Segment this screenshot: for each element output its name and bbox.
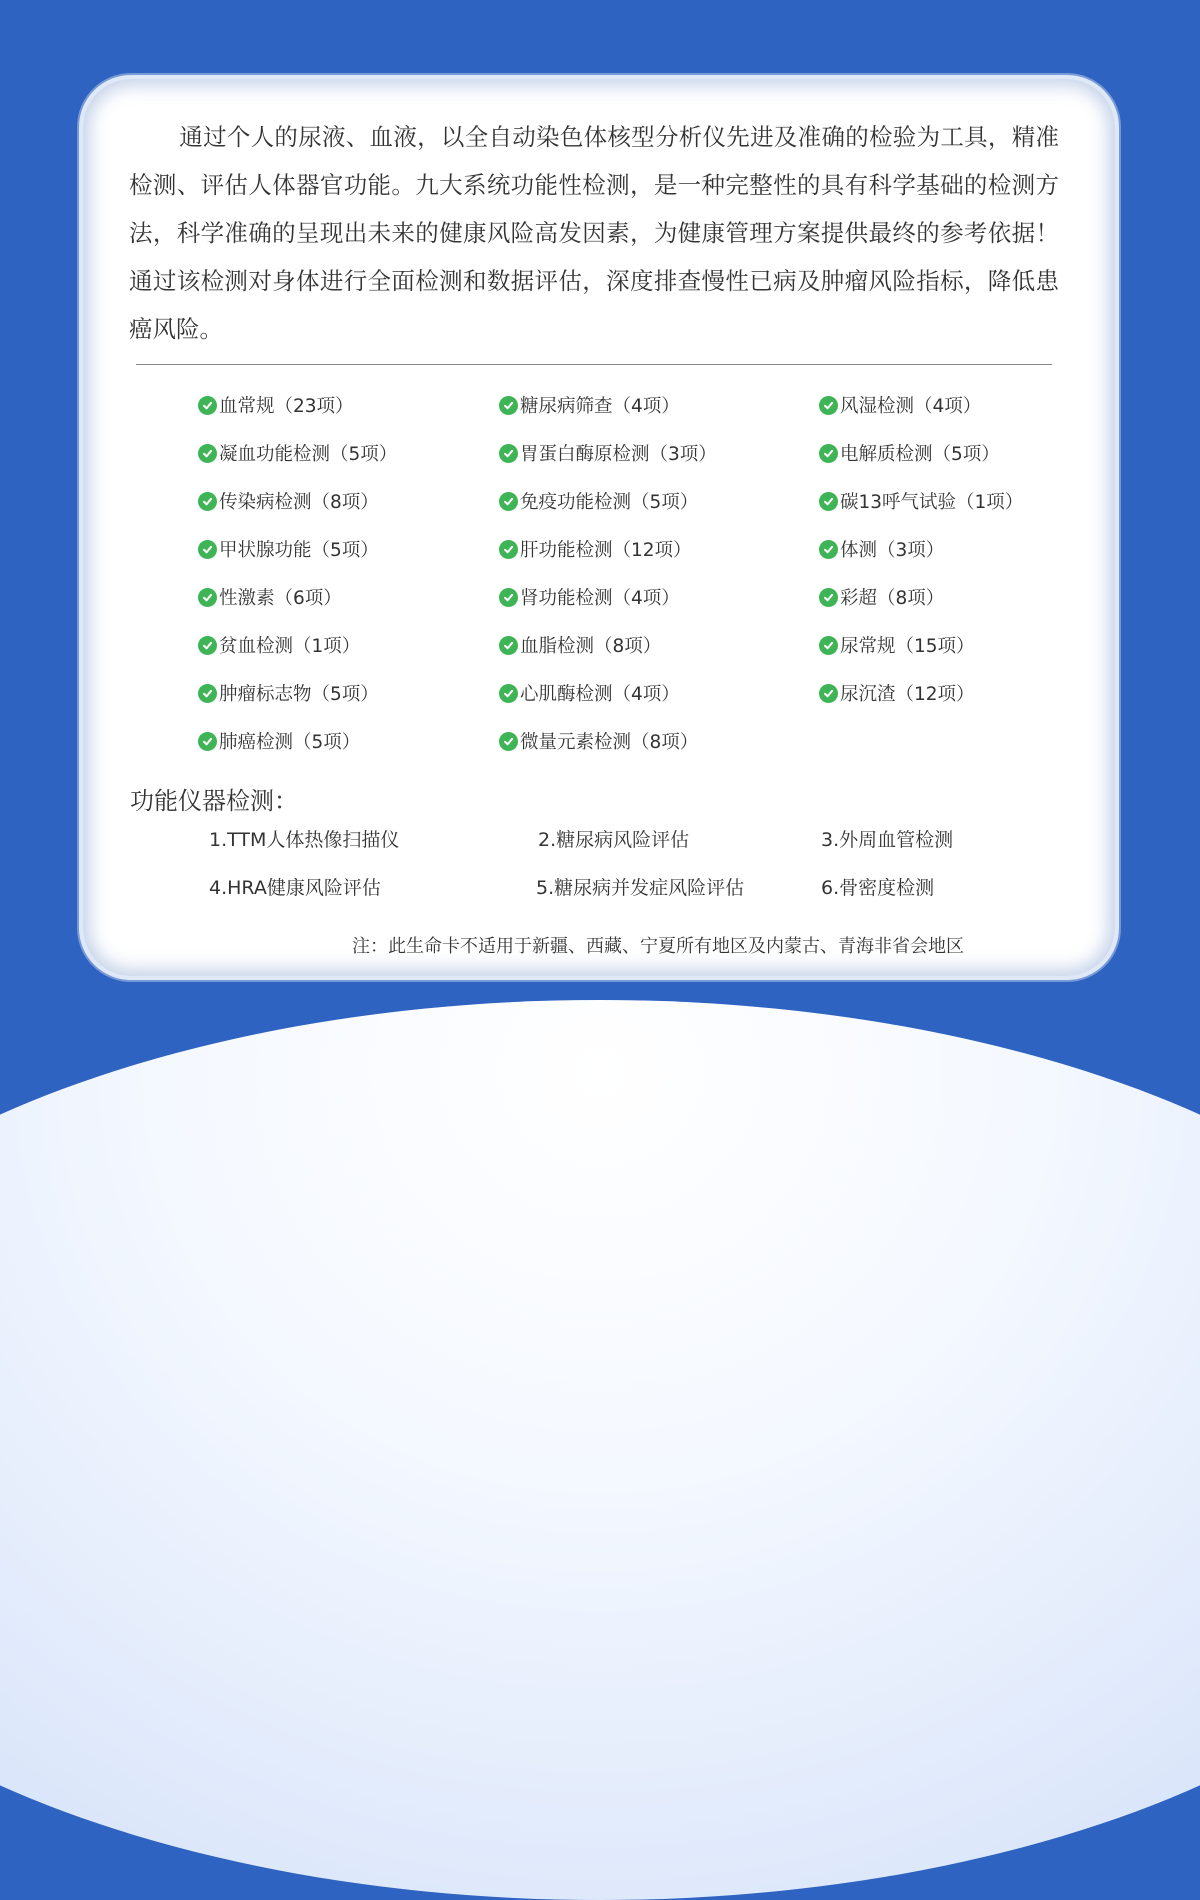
instrument-item: 2.糖尿病风险评估 bbox=[538, 829, 690, 851]
test-item bbox=[198, 727, 360, 755]
check-circle-icon bbox=[499, 444, 518, 463]
check-circle-icon bbox=[198, 684, 217, 703]
test-item bbox=[499, 487, 698, 515]
test-item-label: 凝血功能检测（5项） bbox=[219, 444, 398, 465]
check-circle-icon bbox=[499, 540, 518, 559]
instrument-item: 1.TTM人体热像扫描仪 bbox=[209, 829, 400, 851]
check-circle-icon bbox=[198, 588, 217, 607]
check-circle-icon bbox=[819, 396, 838, 415]
test-item bbox=[819, 439, 1000, 467]
test-item-label: 心肌酶检测（4项） bbox=[520, 684, 680, 705]
test-item bbox=[499, 679, 680, 707]
test-item bbox=[499, 535, 692, 563]
check-circle-icon bbox=[819, 444, 838, 463]
test-item bbox=[198, 391, 354, 419]
test-item bbox=[819, 583, 944, 611]
test-item bbox=[499, 727, 698, 755]
test-item bbox=[819, 679, 975, 707]
test-item bbox=[499, 631, 661, 659]
check-circle-icon bbox=[198, 396, 217, 415]
check-circle-icon bbox=[819, 636, 838, 655]
instrument-item: 5.糖尿病并发症风险评估 bbox=[536, 877, 745, 899]
test-item-label: 胃蛋白酶原检测（3项） bbox=[520, 444, 717, 465]
test-item bbox=[499, 439, 717, 467]
instrument-item: 3.外周血管检测 bbox=[821, 829, 954, 851]
test-item bbox=[499, 391, 680, 419]
test-item-label: 血脂检测（8项） bbox=[520, 636, 662, 657]
test-item bbox=[819, 535, 944, 563]
instruments-section-title: 功能仪器检测： bbox=[130, 787, 298, 815]
test-item bbox=[198, 679, 379, 707]
test-item bbox=[198, 535, 379, 563]
check-circle-icon bbox=[198, 540, 217, 559]
check-circle-icon bbox=[819, 684, 838, 703]
test-item bbox=[819, 631, 975, 659]
test-item-label: 尿常规（15项） bbox=[840, 636, 975, 657]
test-item bbox=[198, 487, 379, 515]
test-item bbox=[198, 439, 397, 467]
instrument-item: 4.HRA健康风险评估 bbox=[209, 877, 381, 899]
test-item-label: 碳13呼气试验（1项） bbox=[840, 492, 1024, 513]
test-item-label: 贫血检测（1项） bbox=[219, 636, 361, 657]
check-circle-icon bbox=[499, 492, 518, 511]
check-circle-icon bbox=[499, 732, 518, 751]
check-circle-icon bbox=[198, 492, 217, 511]
instrument-item: 6.骨密度检测 bbox=[821, 877, 935, 899]
test-item-label: 尿沉渣（12项） bbox=[840, 684, 975, 705]
test-item-label: 肺癌检测（5项） bbox=[219, 732, 361, 753]
test-item-label: 性激素（6项） bbox=[219, 588, 342, 609]
test-item bbox=[499, 583, 680, 611]
check-circle-icon bbox=[198, 444, 217, 463]
test-item-label: 传染病检测（8项） bbox=[219, 492, 379, 513]
test-item-label: 体测（3项） bbox=[840, 540, 945, 561]
test-item-label: 电解质检测（5项） bbox=[840, 444, 1000, 465]
test-item-label: 肝功能检测（12项） bbox=[520, 540, 692, 561]
test-item-label: 血常规（23项） bbox=[219, 396, 354, 417]
check-circle-icon bbox=[198, 732, 217, 751]
test-item bbox=[819, 487, 1023, 515]
check-circle-icon bbox=[499, 636, 518, 655]
test-item-label: 免疫功能检测（5项） bbox=[520, 492, 699, 513]
test-item-label: 微量元素检测（8项） bbox=[520, 732, 699, 753]
test-item-label: 风湿检测（4项） bbox=[840, 396, 982, 417]
test-item-label: 肾功能检测（4项） bbox=[520, 588, 680, 609]
check-circle-icon bbox=[819, 540, 838, 559]
test-item bbox=[819, 391, 981, 419]
footnote: 注：此生命卡不适用于新疆、西藏、宁夏所有地区及内蒙古、青海非省会地区 bbox=[352, 936, 964, 957]
check-circle-icon bbox=[819, 588, 838, 607]
divider bbox=[136, 364, 1052, 365]
test-item bbox=[198, 583, 342, 611]
test-item-label: 甲状腺功能（5项） bbox=[219, 540, 379, 561]
test-item-label: 彩超（8项） bbox=[840, 588, 945, 609]
test-item bbox=[198, 631, 360, 659]
check-circle-icon bbox=[198, 636, 217, 655]
intro-text: 通过个人的尿液、血液，以全自动染色体核型分析仪先进及准确的检验为工具，精准检测、评估人体器官功能。九大系统功能性检测，是一种完整性的具有科学基础的检测方法，科学准确的呈现出未来的健康风险高发因素，为健康管理方案提供最终的参考依据！通过该检测对身体进行全面检测和数据评估，深度排查慢性已病及肿瘤风险指标，降低患癌风险。 bbox=[129, 123, 1059, 343]
check-circle-icon bbox=[819, 492, 838, 511]
bottom-arc-decoration bbox=[0, 1000, 1200, 1900]
test-item-label: 肿瘤标志物（5项） bbox=[219, 684, 379, 705]
test-item-label: 糖尿病筛查（4项） bbox=[520, 396, 680, 417]
check-circle-icon bbox=[499, 684, 518, 703]
check-circle-icon bbox=[499, 396, 518, 415]
check-circle-icon bbox=[499, 588, 518, 607]
intro-paragraph bbox=[129, 113, 1059, 353]
